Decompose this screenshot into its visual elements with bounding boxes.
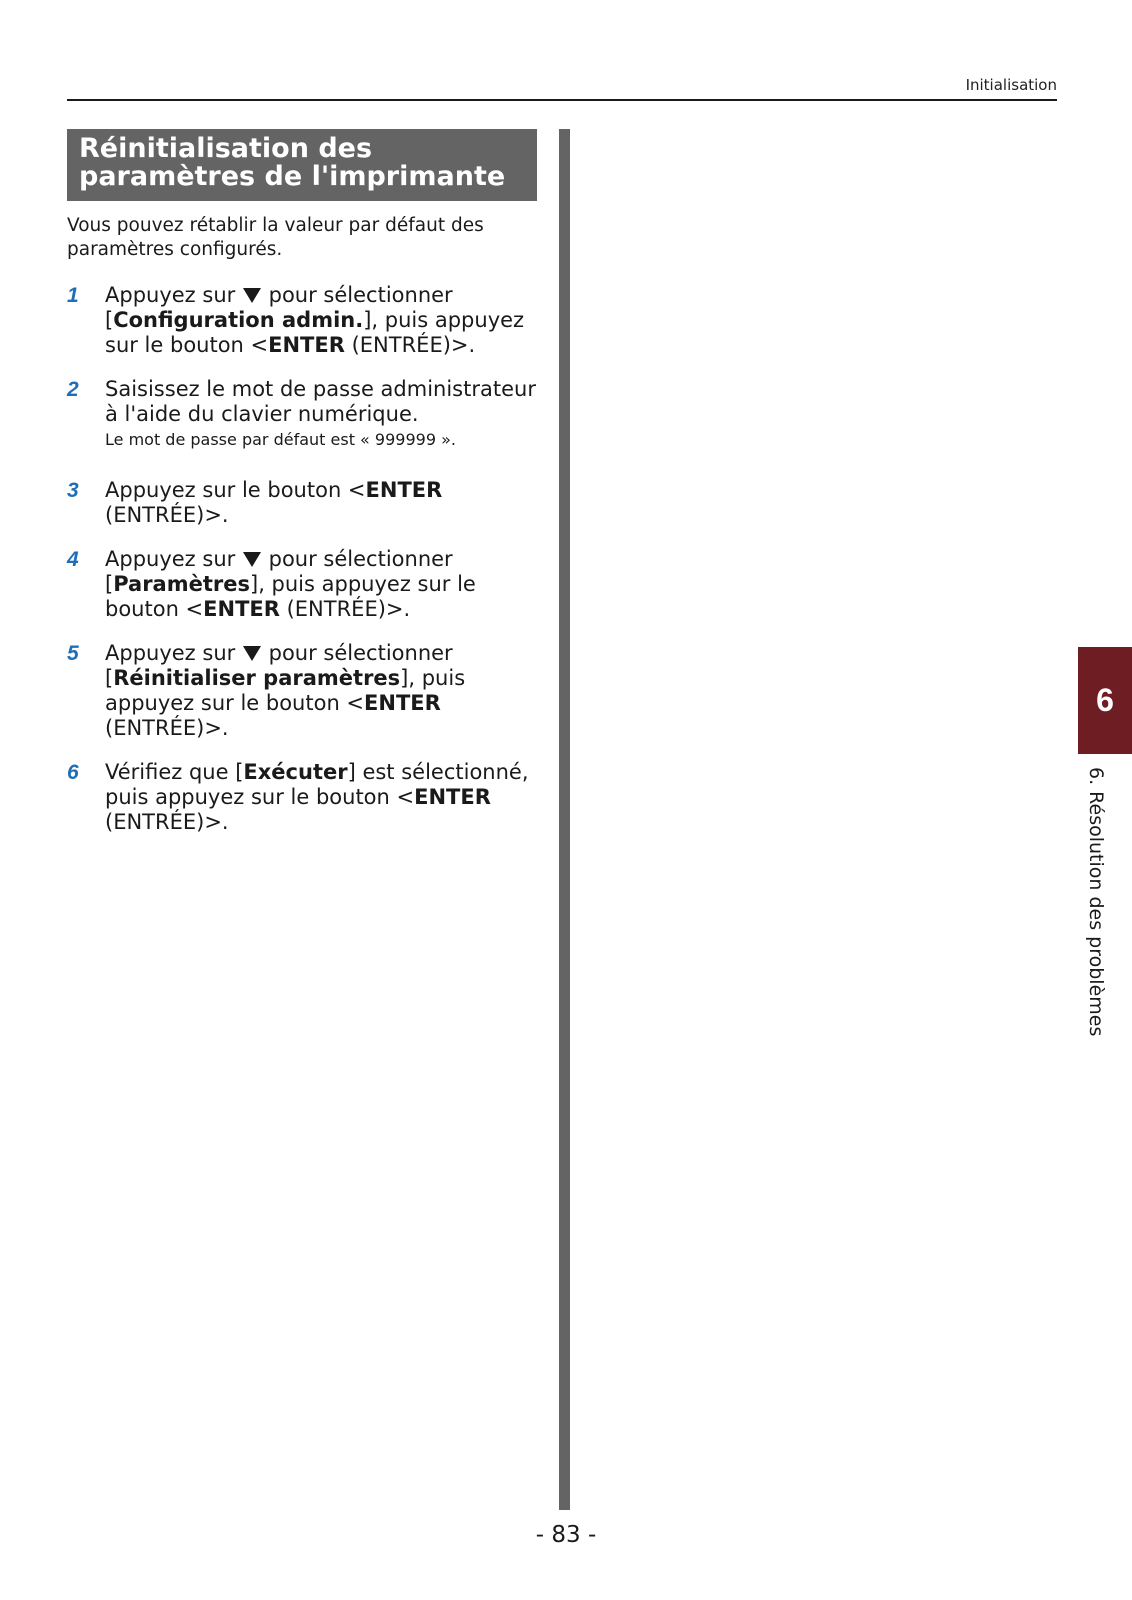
step-line — [105, 283, 551, 308]
step-line — [105, 666, 551, 691]
down-triangle-icon — [243, 288, 261, 303]
step-body — [105, 478, 551, 528]
step-text: (ENTRÉE)>. — [344, 333, 476, 357]
step-body — [105, 377, 551, 451]
step-line — [105, 760, 551, 785]
intro-line-2: paramètres configurés. — [67, 239, 283, 260]
step-text: pour sélectionner — [261, 283, 453, 307]
step-line — [105, 810, 551, 835]
step-text: pour sélectionner — [261, 641, 453, 665]
step-keyword: Paramètres — [113, 572, 250, 596]
step-text: pour sélectionner — [261, 547, 453, 571]
step-text: (ENTRÉE)>. — [279, 597, 411, 621]
step-number: 3 — [67, 479, 79, 502]
step-note: Le mot de passe par défaut est « 999999 ». — [105, 430, 456, 449]
step-line — [105, 308, 551, 333]
step-keyword: Réinitialiser paramètres — [113, 666, 401, 690]
step-line — [105, 377, 551, 402]
down-triangle-icon — [243, 646, 261, 661]
step-text: bouton < — [105, 597, 204, 621]
chapter-tab-number: 6 — [1096, 682, 1114, 718]
step-line — [105, 641, 551, 666]
step-text: Appuyez sur — [105, 547, 242, 571]
step-number: 2 — [67, 378, 79, 401]
step-text: Appuyez sur — [105, 283, 242, 307]
step-line — [105, 478, 551, 503]
step-line — [105, 547, 551, 572]
step-text: [ — [105, 666, 114, 690]
step-text: à l'aide du clavier numérique. — [105, 402, 419, 426]
step-number: 5 — [67, 642, 79, 665]
step-text: (ENTRÉE)>. — [105, 503, 229, 527]
step-text: (ENTRÉE)>. — [105, 810, 229, 834]
step-line — [105, 691, 551, 716]
step-text: Vérifiez que [ — [105, 760, 244, 784]
chapter-tab[interactable] — [1078, 647, 1132, 754]
step-line — [105, 402, 551, 427]
down-triangle-icon — [243, 552, 261, 567]
page-number: - 83 - — [535, 1522, 597, 1548]
chapter-side-label: 6. Résolution des problèmes — [1085, 767, 1107, 1037]
step-body — [105, 283, 551, 358]
intro-line-1: Vous pouvez rétablir la valeur par défaut des — [67, 215, 484, 236]
header-rule — [67, 99, 1057, 101]
step-text: ], puis appuyez — [363, 308, 525, 332]
step-text: puis appuyez sur le bouton < — [105, 785, 415, 809]
step-number: 1 — [67, 284, 79, 307]
step-keyword: ENTER — [268, 333, 345, 357]
step-text: [ — [105, 308, 114, 332]
step-text: ] est sélectionné, — [347, 760, 529, 784]
step-body — [105, 760, 551, 835]
step-text: sur le bouton < — [105, 333, 269, 357]
step-text: Appuyez sur le bouton < — [105, 478, 366, 502]
intro-paragraph — [67, 214, 537, 262]
step-body — [105, 547, 551, 622]
step-keyword: ENTER — [414, 785, 491, 809]
step-keyword: Exécuter — [243, 760, 348, 784]
section-title-box — [67, 129, 537, 201]
step-body — [105, 641, 551, 741]
step-line — [105, 503, 551, 528]
step-line — [105, 785, 551, 810]
running-header: Initialisation — [965, 76, 1057, 94]
step-text: [ — [105, 572, 114, 596]
step-text: Appuyez sur — [105, 641, 242, 665]
step-number: 6 — [67, 761, 79, 784]
step-keyword: Configuration admin. — [113, 308, 364, 332]
step-number: 4 — [67, 548, 79, 571]
step-text: ], puis appuyez sur le — [250, 572, 476, 596]
step-keyword: ENTER — [365, 478, 443, 502]
step-text: appuyez sur le bouton < — [105, 691, 365, 715]
step-line — [105, 333, 551, 358]
step-keyword: ENTER — [203, 597, 280, 621]
section-title-line-2: paramètres de l'imprimante — [79, 161, 506, 192]
step-line — [105, 572, 551, 597]
step-line — [105, 597, 551, 622]
step-text: Saisissez le mot de passe administrateur — [105, 377, 536, 401]
step-line — [105, 716, 551, 741]
step-text: (ENTRÉE)>. — [105, 716, 229, 740]
column-divider — [559, 129, 570, 1510]
section-title-line-1: Réinitialisation des — [79, 133, 373, 164]
step-text: ], puis — [400, 666, 466, 690]
step-keyword: ENTER — [364, 691, 441, 715]
